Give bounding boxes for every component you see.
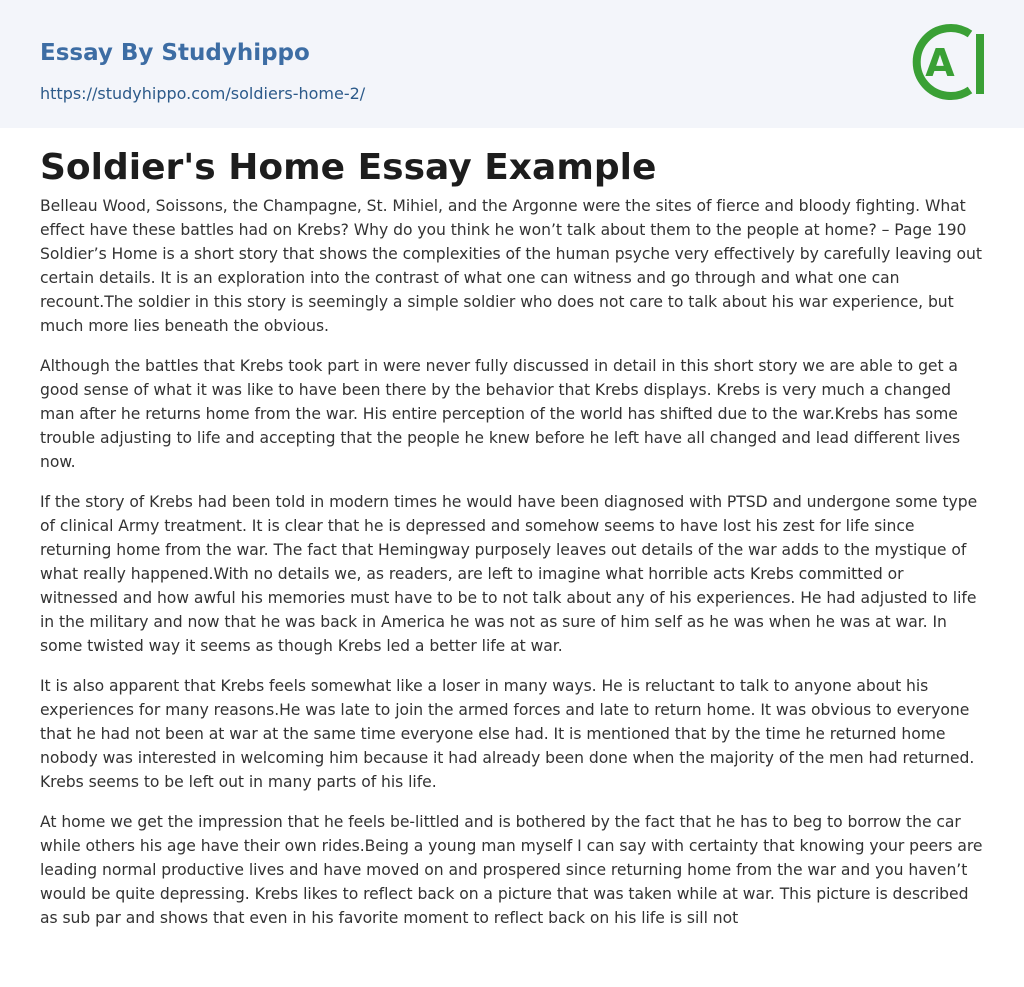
site-brand[interactable]: Essay By Studyhippo — [40, 40, 310, 66]
source-url-link[interactable]: https://studyhippo.com/soldiers-home-2/ — [40, 84, 366, 103]
paragraph-2: Although the battles that Krebs took part in were never fully discussed in detail in this short story we are able to get a good sense of what it was like to have been there by the behavior that Krebs displays. Krebs is very much a changed man after he returns home from the war. His entire perception of the world has shifted due to the war.Krebs has some trouble adjusting to life and accepting that the people he knew before he left have all changed and lead different lives now. — [40, 357, 961, 471]
paragraph-4: It is also apparent that Krebs feels somewhat like a loser in many ways. He is reluctant to talk to anyone about his experiences for many reasons.He was late to join the armed forces and late to return home. It was obvious to everyone that he had not been at war at the same time everyone else had. It is mentioned that by the time he returned home nobody was interested in welcoming him because it had already been done when the majority of the men had returned. Krebs seems to be left out in many parts of his life. — [40, 677, 975, 791]
page-title: Soldier's Home Essay Example — [40, 147, 657, 188]
studyhippo-logo-icon[interactable] — [912, 18, 986, 106]
paragraph-5: At home we get the impression that he feels be-littled and is bothered by the fact that he has to beg to borrow the car while others his age have their own rides.Being a young man myself I can say with certainty that knowing your peers are leading normal productive lives and have moved on and prospered since returning home from the war and you haven’t would be quite depressing. Krebs likes to reflect back on a picture that was taken while at war. This picture is described as sub par and shows that even in his favorite moment to reflect back on his life is sill not — [40, 813, 983, 927]
article-body — [40, 194, 984, 946]
logo-letter: A — [925, 41, 955, 85]
paragraph-3: If the story of Krebs had been told in modern times he would have been diagnosed with PTSD and undergone some type of clinical Army treatment. It is clear that he is depressed and somehow seems to have lost his zest for life since returning home from the war. The fact that Hemingway purposely leaves out details of the war adds to the mystique of what really happened.With no details we, as readers, are left to imagine what horrible acts Krebs committed or witnessed and how awful his memories must have to be to not talk about any of his experiences. He had adjusted to life in the military and now that he was back in America he was not as sure of him self as he was when he was at war. In some twisted way it seems as though Krebs led a better life at war. — [40, 493, 978, 655]
paragraph-1: Belleau Wood, Soissons, the Champagne, St. Mihiel, and the Argonne were the sites of fierce and bloody fighting. What effect have these battles had on Krebs? Why do you think he won’t talk about them to the people at home? – Page 190 Soldier’s Home is a short story that shows the complexities of the human psyche very effectively by carefully leaving out certain details. It is an exploration into the contrast of what one can witness and go through and what one can recount.The soldier in this story is seemingly a simple soldier who does not care to talk about his war experience, but much more lies beneath the obvious. — [40, 197, 982, 335]
site-header — [0, 0, 1024, 128]
